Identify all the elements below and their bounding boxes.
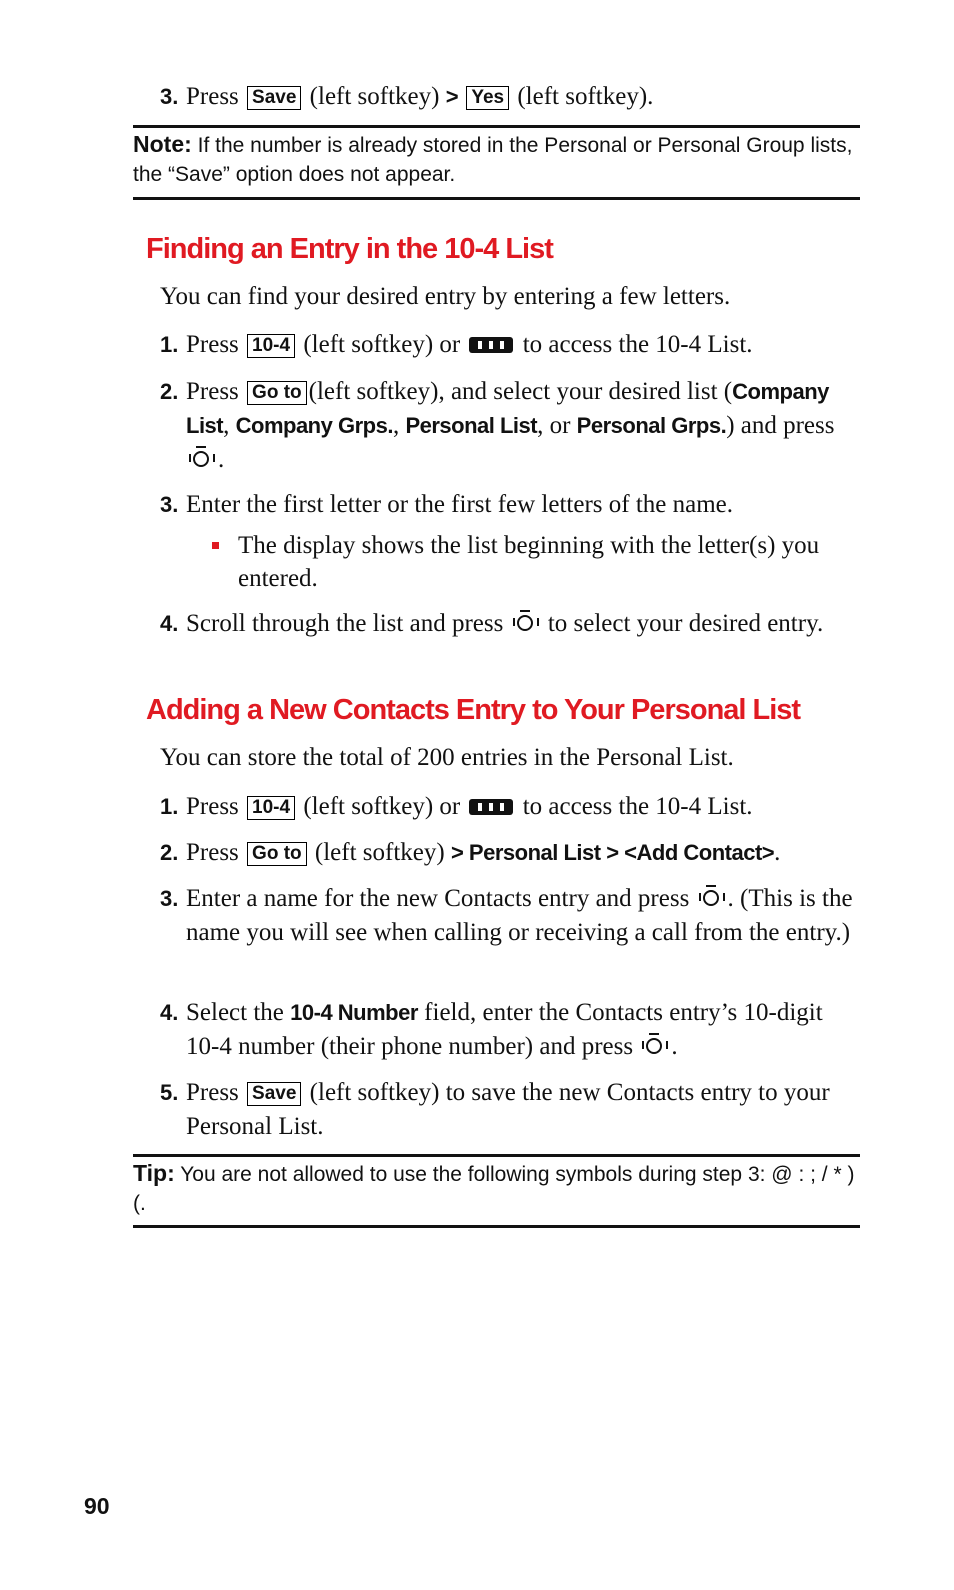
finding-step-2 — [160, 375, 860, 477]
step-text: Scroll through the list and press — [186, 610, 504, 637]
tip-text: You are not allowed to use the following symbols during step 3: @ : ; / * ) (. — [133, 1163, 855, 1215]
adding-step-3 — [160, 882, 860, 950]
step-text: . — [218, 446, 225, 473]
step-number: 5. — [160, 1080, 179, 1105]
tip-box — [133, 1159, 860, 1218]
tip-top-rule — [133, 1154, 860, 1157]
step-number: 2. — [160, 840, 179, 865]
menu-key-icon — [469, 337, 513, 353]
bullet-item — [212, 529, 852, 595]
note-box — [133, 130, 860, 189]
separator: , — [392, 412, 406, 439]
option-company-grps: Company Grps. — [235, 413, 393, 438]
step-text: Press — [186, 1079, 239, 1106]
finding-step-1 — [160, 328, 860, 362]
option-company-list: Company List — [186, 379, 829, 438]
bullet-square-icon — [212, 542, 219, 549]
note-top-rule — [133, 125, 860, 128]
step-number: 3. — [160, 886, 179, 911]
step-text: Enter the first letter or the first few letters of the name. — [186, 491, 734, 518]
step-number: 4. — [160, 611, 179, 636]
10-4-softkey-label: 10-4 — [247, 334, 295, 358]
step-text: (left softkey) to save the new Contacts entry to your Personal List. — [186, 1079, 830, 1140]
tip-label: Tip: — [133, 1160, 175, 1186]
save-softkey-label: Save — [247, 1082, 301, 1106]
step-text: (left softkey) or — [303, 793, 461, 820]
step-text: Press — [186, 83, 239, 110]
menu-key-icon — [469, 799, 513, 815]
step-text: Press — [186, 793, 239, 820]
ok-key-icon — [187, 445, 217, 471]
separator: , — [223, 412, 236, 439]
yes-softkey-label: Yes — [466, 86, 509, 110]
section-intro: You can store the total of 200 entries in the Personal List. — [160, 744, 734, 771]
step-text: . — [671, 1033, 678, 1060]
step-text: Enter a name for the new Contacts entry and press — [186, 885, 690, 912]
go-to-softkey-label: Go to — [247, 842, 307, 866]
adding-step-1 — [160, 790, 860, 824]
field-name-10-4-number: 10-4 Number — [290, 1000, 418, 1025]
top-step-3 — [160, 80, 860, 114]
ok-key-icon — [511, 609, 541, 635]
arrow: > — [445, 84, 459, 109]
step-number: 1. — [160, 794, 179, 819]
section-heading-finding-entry: Finding an Entry in the 10-4 List — [146, 233, 553, 265]
step-text: (left softkey) or — [303, 331, 461, 358]
step-text: to access the 10-4 List. — [522, 793, 753, 820]
page-number: 90 — [84, 1493, 110, 1519]
step-text: (left softkey), and select your desired list ( — [308, 378, 733, 405]
step-text: ) and press — [726, 412, 835, 439]
tip-bottom-rule — [133, 1225, 860, 1228]
step-text: (left softkey) — [309, 83, 440, 110]
step-text: Press — [186, 378, 239, 405]
bullet-text: The display shows the list beginning with the letter(s) you entered. — [238, 532, 820, 592]
separator: , or — [537, 412, 577, 439]
menu-path: > Personal List > <Add Contact> — [450, 840, 775, 865]
option-personal-grps: Personal Grps. — [576, 413, 727, 438]
finding-step-4 — [160, 607, 860, 641]
note-bottom-rule — [133, 197, 860, 200]
step-number: 3. — [160, 492, 179, 517]
step-text: to select your desired entry. — [547, 610, 824, 637]
section-heading-adding-entry: Adding a New Contacts Entry to Your Personal List — [146, 694, 801, 726]
step-text: Press — [186, 839, 239, 866]
ok-key-icon — [640, 1032, 670, 1058]
step-number: 1. — [160, 332, 179, 357]
save-softkey-label: Save — [247, 86, 301, 110]
adding-step-4 — [160, 996, 860, 1064]
step-text: Select the — [186, 999, 284, 1026]
finding-step-3 — [160, 488, 860, 522]
adding-step-2 — [160, 836, 860, 870]
note-label: Note: — [133, 131, 192, 157]
step-number: 3. — [160, 84, 179, 109]
go-to-softkey-label: Go to — [247, 381, 307, 405]
step-text: to access the 10-4 List. — [522, 331, 753, 358]
step-text: . — [774, 839, 781, 866]
step-text: field, enter the Contacts entry’s 10-digit 10-4 number (their phone number) and press — [186, 999, 823, 1060]
step-number: 4. — [160, 1000, 179, 1025]
step-text: . (This is the name you will see when calling or receiving a call from the entry.) — [186, 885, 853, 946]
option-personal-list: Personal List — [405, 413, 538, 438]
section-intro: You can find your desired entry by entering a few letters. — [160, 283, 731, 310]
step-text: (left softkey). — [517, 83, 654, 110]
note-text: If the number is already stored in the Personal or Personal Group lists, the “Save” option does not appear. — [133, 134, 853, 186]
ok-key-icon — [697, 884, 727, 910]
adding-step-5 — [160, 1076, 860, 1144]
step-text: (left softkey) — [314, 839, 445, 866]
step-number: 2. — [160, 379, 179, 404]
10-4-softkey-label: 10-4 — [247, 796, 295, 820]
step-text: Press — [186, 331, 239, 358]
